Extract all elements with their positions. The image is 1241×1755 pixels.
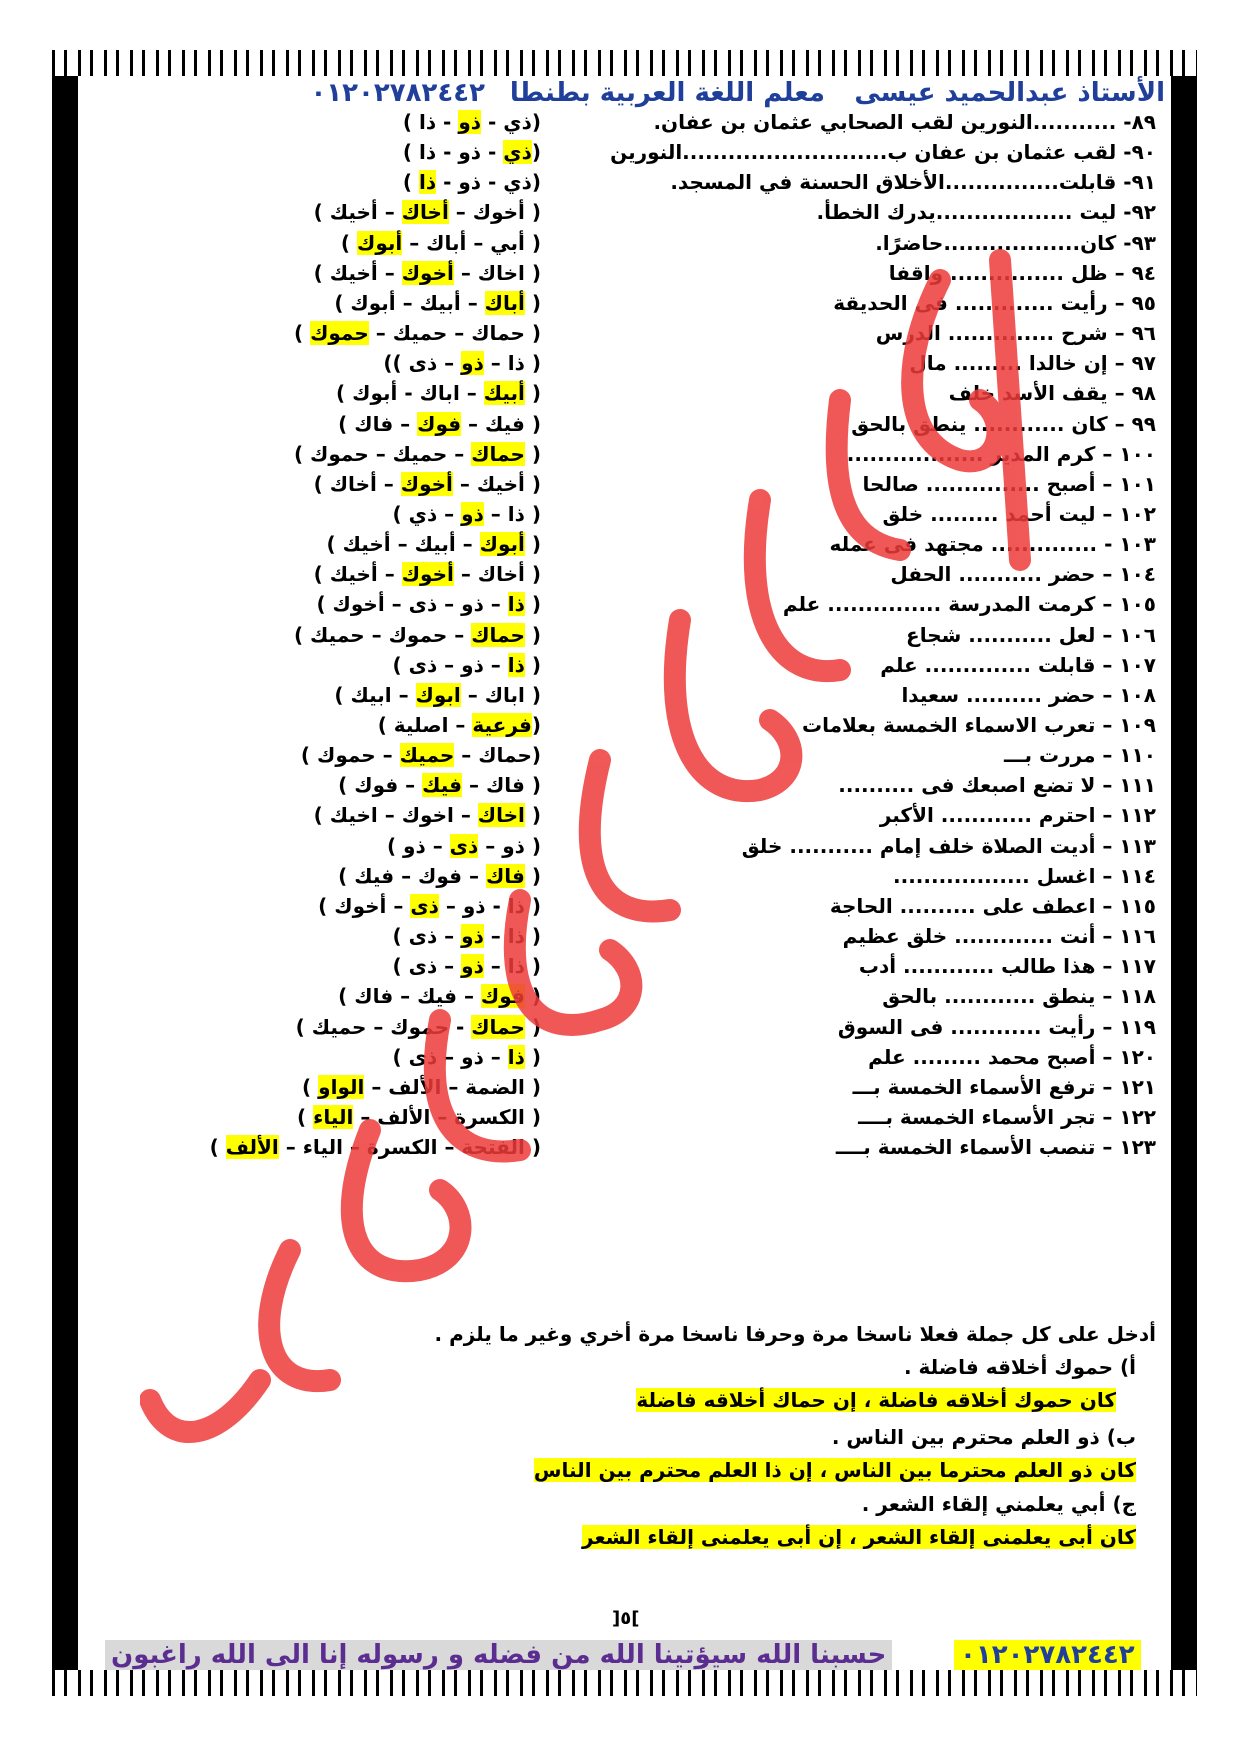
question-text: ١٠٤ – حضر ........... الحفل (890, 562, 1156, 586)
answer-option-text: - ذو - ذا ) (402, 140, 504, 164)
exercise-item-a-answer: كان حموك أخلاقه فاضلة ، إن حماك أخلاقه فاضلة (636, 1388, 1116, 1412)
answer-option-text: – فاك ) (338, 412, 418, 436)
answer-option-text: ( أبي – أباك – (402, 231, 541, 255)
answer-option-text: - حموك – حميك ) (295, 1015, 472, 1039)
answer-option-text: – ذو – ذى – أخوك ) (316, 592, 508, 616)
answer-option-text: ( ذا – (483, 502, 541, 526)
answer-option-text: ( الكسرة – الألف – (353, 1105, 541, 1129)
correct-answer-highlight: ذو (461, 924, 484, 948)
answer-option-text: ) (296, 1105, 314, 1129)
answer-option-text: ( ذا – (483, 924, 541, 948)
correct-answer-highlight: ذا (418, 170, 437, 194)
answer-option-text: – أبيك – أخيك ) (326, 532, 480, 556)
question-text: ٩٠- لقب عثمان بن عفان ب...........................النورين (610, 140, 1156, 164)
correct-answer-highlight: فرعية (472, 713, 532, 737)
answer-options (314, 558, 541, 591)
answer-option-text: ) (302, 1075, 319, 1099)
exercise-item-c-answer: كان أبى يعلمنى إلقاء الشعر ، إن أبى يعلمنى إلقاء الشعر (582, 1525, 1136, 1549)
answer-option-text: ( فيك – (461, 412, 541, 436)
answer-options (294, 438, 541, 471)
correct-answer-highlight: أبوك (479, 532, 525, 556)
answer-options (301, 739, 541, 772)
answer-option-text: ) (402, 170, 419, 194)
question-text: ٩٧ – إن خالدا ......... مال (909, 351, 1156, 375)
exercise-item-c-label: ج) أبي يعلمني إلقاء الشعر . (861, 1492, 1136, 1516)
question-text: ١٢٣ – تنصب الأسماء الخمسة بــــ (835, 1135, 1156, 1159)
answer-options (302, 1071, 541, 1104)
answer-options (378, 709, 541, 742)
correct-answer-highlight: الياء (313, 1105, 354, 1129)
correct-answer-highlight: حماك (471, 442, 525, 466)
correct-answer-highlight: فيك (422, 773, 463, 797)
correct-answer-highlight: أباك (484, 291, 525, 315)
correct-answer-highlight: ذا (507, 653, 525, 677)
answer-option-text: ( حماك – حميك – (368, 321, 541, 345)
correct-answer-highlight: أخاك (401, 200, 449, 224)
decorative-border-right (1171, 76, 1197, 1670)
exercise-item-b-answer: كان ذو العلم محترما بين الناس ، إن ذا العلم محترم بين الناس (533, 1458, 1136, 1482)
answer-option-text: – اباك - أبوك ) (336, 381, 484, 405)
answer-option-text: – حموك ) (300, 743, 400, 767)
answer-option-text: – اخوك – اخيك ) (313, 803, 478, 827)
answer-options (338, 980, 541, 1013)
answer-option-text: ( (531, 140, 541, 164)
question-text: ٩٢- ليت ..................يدرك الخطأ. (816, 200, 1156, 224)
answer-option-text: ( (531, 713, 541, 737)
teacher-name: الأستاذ عبدالحميد عيسى (854, 78, 1165, 108)
answer-options (294, 619, 541, 652)
answer-option-text: ( (524, 592, 541, 616)
answer-options (383, 347, 541, 380)
decorative-border-bottom (52, 1670, 1197, 1696)
answer-option-text: ( ذا - ذو – (438, 894, 541, 918)
answer-option-text: – اصلية ) (377, 713, 473, 737)
answer-option-text: ( أخيك – (452, 472, 541, 496)
correct-answer-highlight: أبيك (483, 381, 525, 405)
answer-option-text: ( اخاك – (453, 261, 541, 285)
answer-options (393, 920, 541, 953)
answer-option-text: ( (524, 532, 541, 556)
answer-options (403, 106, 541, 139)
answer-option-text: ( فاك – (462, 773, 541, 797)
question-text: ١٠١ – أصبح ............... صالحا (862, 472, 1156, 496)
answer-option-text: ( (524, 864, 541, 888)
answer-option-text: (حماك – (454, 743, 541, 767)
answer-option-text: ) (340, 231, 357, 255)
answer-option-text: – ذو – ذى ) (392, 1045, 508, 1069)
answer-option-text: ( (524, 623, 541, 647)
question-text: ١٠٩ – تعرب الاسماء الخمسة بعلامات (802, 713, 1156, 737)
answer-options (338, 860, 541, 893)
answer-options (387, 830, 541, 863)
answer-option-text: – أخوك ) (318, 894, 411, 918)
answer-option-text: – ذي ) (392, 502, 462, 526)
correct-answer-highlight: أخوك (401, 562, 454, 586)
question-text: ١٠٧ – قابلت .............. علم (880, 653, 1156, 677)
answer-option-text: (ذي - ذو - (436, 170, 541, 194)
question-text: ١٢٢ – تجر الأسماء الخمسة بــــ (858, 1105, 1156, 1129)
answer-option-text: (ذي - (481, 110, 541, 134)
question-text: ١٠٣ - .............. مجتهد فى عمله (829, 532, 1156, 556)
exercise-instruction: أدخل على كل جملة فعلا ناسخا مرة وحرفا ناسخا مرة أخري وغير ما يلزم . (434, 1322, 1156, 1346)
question-text: ٩٥ – رأيت ............. فى الحديقة (833, 291, 1156, 315)
answer-options (318, 890, 541, 923)
answer-option-text: ( الفتحة – الكسرة – الياء – (278, 1135, 541, 1159)
question-text: ١٠٥ – كرمت المدرسة ............... علم (782, 592, 1156, 616)
correct-answer-highlight: ذي (503, 140, 532, 164)
footer-dua: حسبنا الله سيؤتينا الله من فضله و رسوله إنا الى الله راغبون (105, 1640, 892, 1670)
correct-answer-highlight: ذو (461, 954, 484, 978)
answer-option-text: ( ذا – (483, 954, 541, 978)
answer-option-text: ( أخاك – (453, 562, 541, 586)
answer-option-text: – حميك – حموك ) (293, 442, 472, 466)
question-text: ١٠٨ – حضر .......... سعيدا (901, 683, 1156, 707)
question-text: ١١٨ – ينطق ............ بالحق (882, 984, 1156, 1008)
question-text: ١٠٢ – ليت أحمد ......... خلق (882, 502, 1156, 526)
answer-options (336, 377, 541, 410)
answer-options (314, 468, 541, 501)
question-text: ١١١ – لا تضع اصبعك فى .......... (838, 773, 1156, 797)
answer-options (338, 408, 541, 441)
answer-option-text: ( أخوك – (448, 200, 541, 224)
question-text: ١١٦ – أنت ............. خلق عظيم (842, 924, 1156, 948)
question-text: ٩٩ – كان ............ ينطق بالحق (851, 412, 1156, 436)
answer-options (393, 498, 541, 531)
answer-option-text: – فوك ) (338, 773, 423, 797)
answer-options (316, 588, 541, 621)
decorative-border-left (52, 76, 78, 1670)
answer-options (393, 1041, 541, 1074)
answer-options (334, 679, 541, 712)
question-text: ٩٨ – يقف الأسد خلف (948, 381, 1156, 405)
question-text: ١١٧ – هذا طالب ............ أدب (858, 954, 1156, 978)
correct-answer-highlight: فوك (480, 984, 525, 1008)
answer-option-text: – فوك – فيك ) (338, 864, 486, 888)
correct-answer-highlight: حموك (310, 321, 369, 345)
correct-answer-highlight: أخوك (401, 261, 454, 285)
correct-answer-highlight: الألف (225, 1135, 279, 1159)
answer-option-text: – ذى )) (383, 351, 462, 375)
correct-answer-highlight: فاك (485, 864, 525, 888)
exercise-item-b-label: ب) ذو العلم محترم بين الناس . (831, 1425, 1136, 1449)
question-text: ١١٥ – اعطف على .......... الحاجة (829, 894, 1156, 918)
answer-option-text: ( (524, 291, 541, 315)
answer-option-text: – أخيك ) (313, 200, 402, 224)
answer-option-text: – ذى ) (392, 924, 462, 948)
correct-answer-highlight: ذو (458, 110, 482, 134)
correct-answer-highlight: الواو (318, 1075, 365, 1099)
exercise-item-a-label: أ) حموك أخلاقه فاضلة . (903, 1355, 1136, 1379)
answer-options (314, 799, 541, 832)
correct-answer-highlight: ذا (507, 592, 525, 616)
answer-options (210, 1131, 541, 1164)
correct-answer-highlight: أخوك (400, 472, 453, 496)
answer-option-text: – حموك – حميك ) (293, 623, 472, 647)
answer-option-text: ( (524, 442, 541, 466)
answer-option-text: ( (524, 1015, 541, 1039)
answer-option-text: ( ذو – (478, 834, 541, 858)
question-text: ١١٤ – اغسل .................. (893, 864, 1156, 888)
question-text: ١٠٦ – لعل ........... شجاع (906, 623, 1156, 647)
answer-option-text: ) (293, 321, 311, 345)
answer-option-text: ( الضمة – الألف – (364, 1075, 541, 1099)
correct-answer-highlight: حماك (471, 1015, 525, 1039)
answer-options (314, 257, 541, 290)
answer-options (341, 227, 541, 260)
correct-answer-highlight: حماك (471, 623, 525, 647)
answer-option-text: – فيك – فاك ) (338, 984, 481, 1008)
answer-options (393, 950, 541, 983)
answer-option-text: – أخاك ) (313, 472, 401, 496)
correct-answer-highlight: ذو (461, 502, 484, 526)
correct-answer-highlight: اخاك (477, 803, 525, 827)
correct-answer-highlight: فوك (417, 412, 462, 436)
answer-options (314, 196, 541, 229)
correct-answer-highlight: ابوك (415, 683, 461, 707)
answer-options (393, 649, 541, 682)
question-text: ٩٤ – ظل ............... واقفا (888, 261, 1156, 285)
question-text: ٩١- قابلت...............الأخلاق الحسنة في المسجد. (670, 170, 1156, 194)
answer-option-text: ( (524, 1045, 541, 1069)
correct-answer-highlight: ذو (461, 351, 484, 375)
answer-option-text: ( اباك – (460, 683, 541, 707)
question-text: ١١٠ – مررت بـــ (1004, 743, 1156, 767)
teacher-role: معلم اللغة العربية بطنطا (509, 78, 825, 108)
answer-option-text: ) (209, 1135, 226, 1159)
answer-options (326, 528, 541, 561)
page-number: ]٥[ (612, 1608, 640, 1629)
question-text: ٨٩- ...........النورين لقب الصحابي عثمان بن عفان. (653, 110, 1156, 134)
answer-option-text: - ذا ) (402, 110, 459, 134)
correct-answer-highlight: ذى (410, 894, 439, 918)
footer-phone: ٠١٢٠٢٧٨٢٤٤٢ (954, 1640, 1141, 1670)
question-text: ٩٣- كان..................حاضرًا. (875, 231, 1156, 255)
answer-option-text: – أخيك ) (313, 562, 402, 586)
question-text: ١٢٠ – أصبح محمد ......... علم (868, 1045, 1156, 1069)
header-phone: ٠١٢٠٢٧٨٢٤٤٢ (310, 78, 485, 108)
answer-option-text: ( (524, 381, 541, 405)
correct-answer-highlight: ذى (449, 834, 479, 858)
correct-answer-highlight: أبوك (357, 231, 403, 255)
question-text: ٩٦ – شرح .............. الدرس (875, 321, 1156, 345)
answer-option-text: ( (524, 803, 541, 827)
answer-option-text: – ابيك ) (334, 683, 416, 707)
answer-option-text: ( (524, 653, 541, 677)
answer-options (294, 317, 541, 350)
answer-option-text: – أخيك ) (313, 261, 402, 285)
decorative-border-top (52, 50, 1197, 76)
answer-option-text: – ذو ) (386, 834, 450, 858)
answer-options (403, 136, 541, 169)
question-text: ١١٩ – رأيت ............ فى السوق (837, 1015, 1156, 1039)
question-text: ١١٢ – احترم ............ الأكبر (879, 803, 1156, 827)
answer-option-text: – ذو – ذى ) (392, 653, 508, 677)
answer-option-text: – أبيك – أبوك ) (334, 291, 485, 315)
answer-option-text: ( ذا – (483, 351, 541, 375)
answer-option-text: ( (524, 984, 541, 1008)
answer-options (338, 769, 541, 802)
correct-answer-highlight: ذا (507, 1045, 525, 1069)
correct-answer-highlight: حميك (399, 743, 455, 767)
answer-options (297, 1101, 541, 1134)
answer-options (403, 166, 541, 199)
answer-options (334, 287, 541, 320)
answer-options (296, 1011, 541, 1044)
question-text: ١١٣ – أديت الصلاة خلف إمام ........... خلق (741, 834, 1156, 858)
question-text: ١٢١ – ترفع الأسماء الخمسة بـــ (852, 1075, 1156, 1099)
answer-option-text: – ذى ) (392, 954, 462, 978)
question-text: ١٠٠ – كرم المدير .................. (846, 442, 1156, 466)
